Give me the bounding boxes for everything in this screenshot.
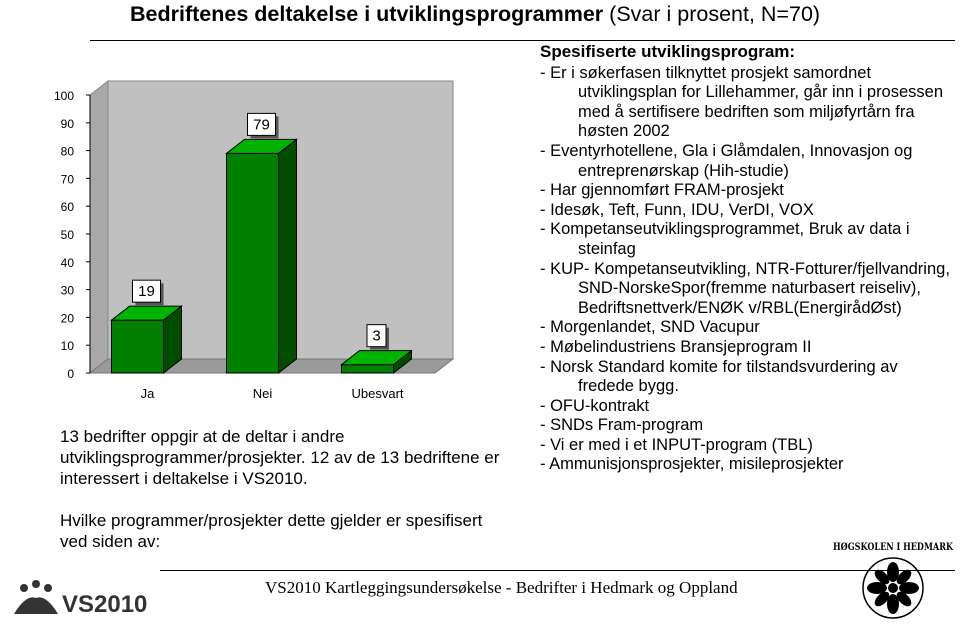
y-tick-label: 90 [60, 116, 74, 131]
program-list-items [540, 64, 958, 475]
hedmark-seal-text: HØGSKOLEN I HEDMARK [833, 542, 954, 553]
program-list-item: - OFU-kontrakt [540, 396, 650, 415]
footer-text: VS2010 Kartleggingsundersøkelse - Bedrifter i Hedmark og Oppland [265, 578, 738, 597]
bar-side [279, 139, 297, 373]
y-tick-label: 60 [60, 200, 74, 215]
program-list [540, 42, 958, 475]
program-list-item: - SNDs Fram-program [540, 416, 704, 435]
hedmark-seal-logo [825, 536, 960, 631]
program-list-item: - Idesøk, Teft, Funn, IDU, VerDI, VOX [540, 200, 814, 219]
y-tick-label: 20 [60, 311, 74, 326]
program-list-item: - Eventyrhotellene, Gla i Glåmdalen, Innovasjon og entreprenørskap (Hih-studie) [540, 141, 913, 180]
program-list-item: - KUP- Kompetanseutvikling, NTR-Fotturer/fjellvandring, SND-NorskeSpor(fremme naturbasert reiseliv), Bedriftsnettverk/ENØK v/RBL(EnergirådØst) [540, 259, 950, 317]
x-tick-label: Ja [140, 386, 155, 401]
program-list-item: - Kompetanseutviklingsprogrammet, Bruk av data i steinfag [540, 220, 910, 258]
x-tick-label: Nei [252, 386, 273, 401]
program-list-item: - Vi er med i et INPUT-program (TBL) [540, 435, 813, 454]
title-sub: (Svar i prosent, N=70) [609, 2, 821, 26]
caption-participation: 13 bedrifter oppgir at de deltar i andre utviklingsprogrammer/prosjekter. 12 av de 13 bedriftene er interessert i deltakelse i VS2010. [60, 427, 500, 488]
y-tick-label: 70 [60, 172, 74, 187]
vs2010-logo [6, 574, 156, 624]
vs2010-logo-text: VS2010 [62, 591, 148, 618]
title-main: Bedriftenes deltakelse i utviklingsprogrammer [130, 2, 604, 26]
y-tick-label: 50 [60, 228, 74, 242]
caption-question: Hvilke programmer/prosjekter dette gjelder er spesifisert ved siden av: [60, 511, 483, 551]
bar-front [227, 153, 279, 373]
program-list-item: - Norsk Standard komite for tilstandsvurdering av fredede bygg. [540, 357, 898, 396]
program-list-item: - Ammunisjonsprosjekter, misileprosjekter [540, 455, 844, 474]
program-list-item: - Møbelindustriens Bransjeprogram II [540, 337, 812, 356]
y-tick-label: 10 [60, 339, 74, 354]
y-tick-label: 0 [67, 367, 74, 381]
program-list-heading: Spesifiserte utviklingsprogram: [540, 42, 796, 61]
y-tick-label: 80 [60, 144, 74, 159]
y-tick-label: 30 [60, 283, 74, 298]
chart-side-wall [90, 81, 108, 373]
bar-front [112, 320, 164, 373]
y-tick-label: 40 [60, 255, 74, 270]
program-list-item: - Er i søkerfasen tilknyttet prosjekt samordnet utviklingsplan for Lillehammer, går inn i prosessen med å sertifisere bedriften som miljøfyrtårn fra høsten 2002 [540, 63, 944, 141]
bar-front [342, 365, 394, 373]
program-list-item: - Morgenlandet, SND Vacupur [540, 318, 760, 337]
bar-chart [0, 0, 540, 410]
x-tick-label: Ubesvart [351, 386, 404, 401]
program-list-item: - Har gjennomført FRAM-prosjekt [540, 181, 784, 200]
data-label: 79 [253, 116, 270, 134]
y-tick-label: 100 [53, 89, 74, 103]
data-label: 3 [372, 327, 381, 345]
data-label: 19 [138, 283, 155, 301]
